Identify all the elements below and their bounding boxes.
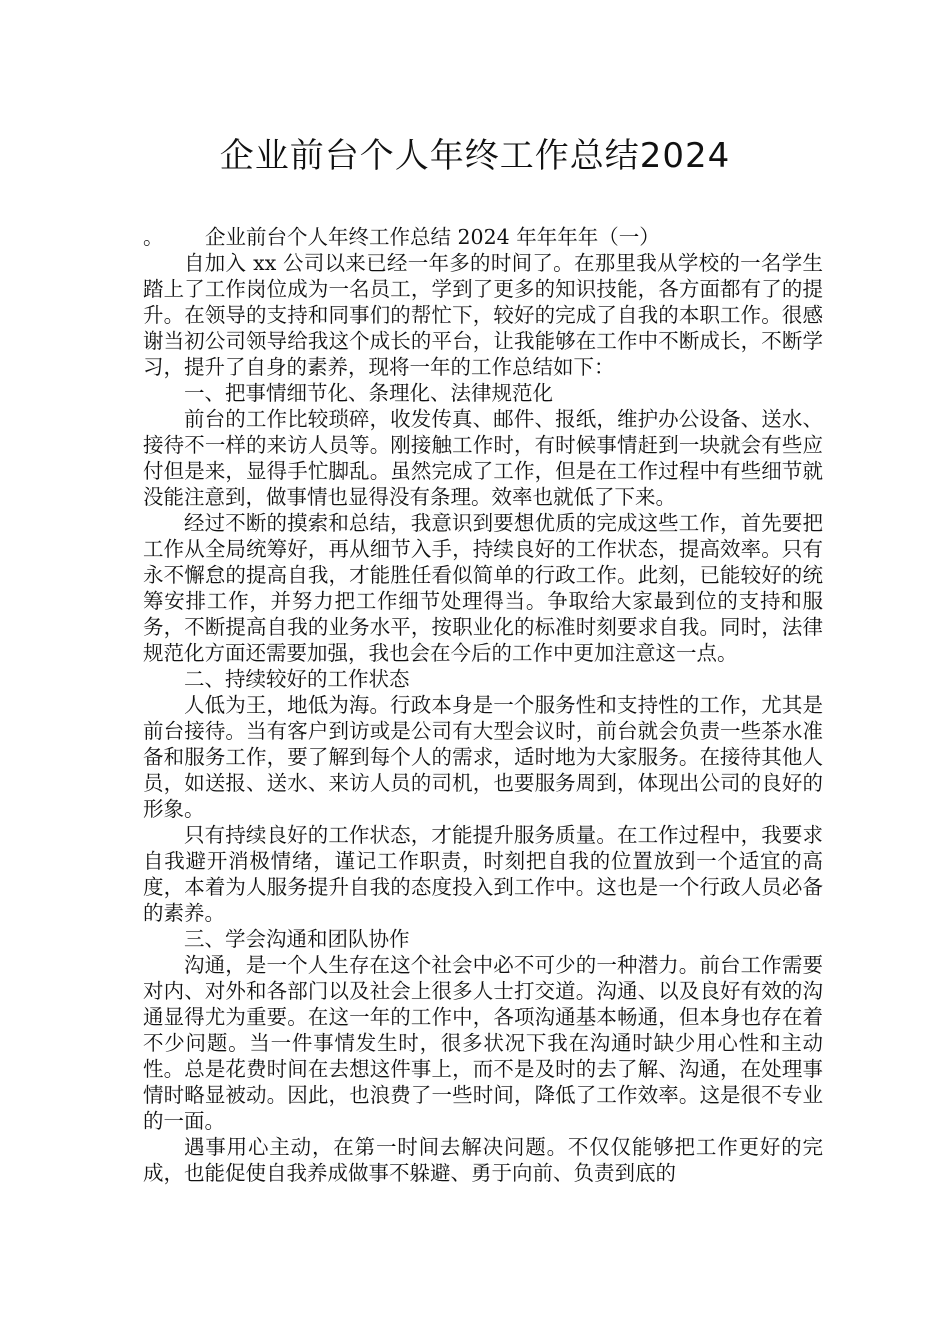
paragraph: 遇事用心主动，在第一时间去解决问题。不仅仅能够把工作更好的完成，也能促使自我养成做事不躲避、勇于向前、负责到底的 <box>143 1135 823 1185</box>
document-title: 企业前台个人年终工作总结2024 <box>219 136 731 176</box>
section-heading-1: 一、把事情细节化、条理化、法律规范化 <box>184 381 553 405</box>
paragraph: 只有持续良好的工作状态，才能提升服务质量。在工作过程中，我要求自我避开消极情绪，谨记工作职责，时刻把自我的位置放到一个适宜的高度，本着为人服务提升自我的态度投入到工作中。这也是一个行政人员必备的素养。 <box>143 823 823 925</box>
section-heading-3: 三、学会沟通和团队协作 <box>184 927 410 951</box>
paragraph-intro: 自加入 xx 公司以来已经一年多的时间了。在那里我从学校的一名学生踏上了工作岗位成为一名员工，学到了更多的知识技能，各方面都有了的提升。在领导的支持和同事们的帮忙下，较好的完成了自我的本职工作。很感谢当初公司领导给我这个成长的平台，让我能够在工作中不断成长，不断学习，提升了自身的素养，现将一年的工作总结如下： <box>143 251 823 379</box>
document-body <box>143 224 823 1186</box>
paragraph: 沟通，是一个人生存在这个社会中必不可少的一种潜力。前台工作需要对内、对外和各部门以及社会上很多人士打交道。沟通、以及良好有效的沟通显得尤为重要。在这一年的工作中，各项沟通基本畅通，但本身也存在着不少问题。当一件事情发生时，很多状况下我在沟通时缺少用心性和主动性。总是花费时间在去想这件事上，而不是及时的去了解、沟通，在处理事情时略显被动。因此，也浪费了一些时间，降低了工作效率。这是很不专业的一面。 <box>143 953 823 1133</box>
document-subtitle-line <box>143 224 823 250</box>
document-subtitle: 企业前台个人年终工作总结 2024 年年年年（一） <box>205 225 660 249</box>
paragraph: 经过不断的摸索和总结，我意识到要想优质的完成这些工作，首先要把工作从全局统筹好，再从细节入手，持续良好的工作状态，提高效率。只有永不懈怠的提高自我，才能胜任看似简单的行政工作。此刻，已能较好的统筹安排工作，并努力把工作细节处理得当。争取给大家最到位的支持和服务，不断提高自我的业务水平，按职业化的标准时刻要求自我。同时，法律规范化方面还需要加强，我也会在今后的工作中更加注意这一点。 <box>143 511 823 665</box>
section-heading-2: 二、持续较好的工作状态 <box>184 667 410 691</box>
paragraph: 前台的工作比较琐碎，收发传真、邮件、报纸，维护办公设备、送水、接待不一样的来访人员等。刚接触工作时，有时候事情赶到一块就会有些应付但是来，显得手忙脚乱。虽然完成了工作，但是在工作过程中有些细节就没能注意到，做事情也显得没有条理。效率也就低了下来。 <box>143 407 823 509</box>
lead-mark: 。 <box>143 225 164 249</box>
paragraph: 人低为王，地低为海。行政本身是一个服务性和支持性的工作，尤其是前台接待。当有客户到访或是公司有大型会议时，前台就会负责一些茶水准备和服务工作，要了解到每个人的需求，适时地为大家服务。在接待其他人员，如送报、送水、来访人员的司机，也要服务周到，体现出公司的良好的形象。 <box>143 693 823 821</box>
